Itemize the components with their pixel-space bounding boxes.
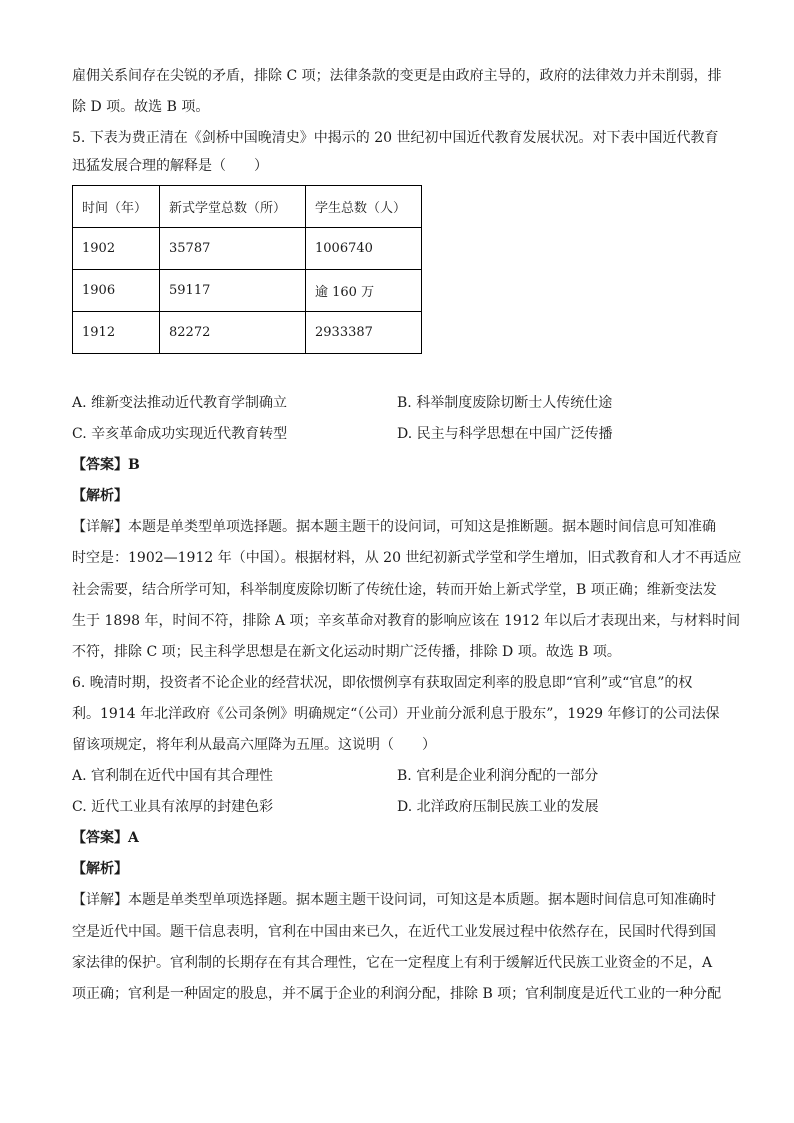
q5-option-c: C. 辛亥革命成功实现近代教育转型 bbox=[72, 426, 288, 442]
table-row bbox=[73, 312, 422, 354]
q5-detail-line: 时空是：1902—1912 年（中国）。根据材料，从 20 世纪初新式学堂和学生增加，旧式教育和人才不再适应 bbox=[72, 550, 742, 566]
q5-analysis-label: 【解析】 bbox=[72, 488, 128, 504]
q6-detail-line: 项正确；官利是一种固定的股息，并不属于企业的利润分配，排除 B 项；官利制度是近代工业的一种分配 bbox=[72, 986, 722, 1002]
q6-analysis-label: 【解析】 bbox=[72, 861, 128, 877]
q6-option-a: A. 官利制在近代中国有其合理性 bbox=[72, 768, 274, 784]
table-row bbox=[73, 228, 422, 270]
q6-detail-line: 【详解】本题是单类型单项选择题。据本题主题干设问词，可知这是本质题。据本题时间信息可知准确时 bbox=[72, 892, 716, 908]
table-cell: 59117 bbox=[160, 270, 306, 312]
table-row bbox=[73, 270, 422, 312]
q5-option-a: A. 维新变法推动近代教育学制确立 bbox=[72, 395, 288, 411]
q6-stem-line-2: 利。1914 年北洋政府《公司条例》明确规定“（公司）开业前分派利息于股东”，1929 年修订的公司法保 bbox=[72, 706, 720, 722]
q5-option-b: B. 科举制度废除切断士人传统仕途 bbox=[397, 395, 613, 411]
table-cell: 1912 bbox=[73, 312, 160, 354]
table-header-cell: 新式学堂总数（所） bbox=[160, 186, 306, 228]
q6-detail-line: 家法律的保护。官利制的长期存在有其合理性，它在一定程度上有利于缓解近代民族工业资金的不足，A bbox=[72, 955, 713, 971]
table-cell: 35787 bbox=[160, 228, 306, 270]
table-cell: 2933387 bbox=[306, 312, 422, 354]
intro-line-1: 雇佣关系间存在尖锐的矛盾，排除 C 项；法律条款的变更是由政府主导的，政府的法律效力并未削弱，排 bbox=[72, 68, 722, 84]
q5-detail-line: 社会需要，结合所学可知，科举制度废除切断了传统仕途，转而开始上新式学堂，B 项正确；维新变法发 bbox=[72, 582, 717, 598]
q5-option-d: D. 民主与科学思想在中国广泛传播 bbox=[397, 426, 613, 442]
table-header-row bbox=[73, 186, 422, 228]
table-cell: 1906 bbox=[73, 270, 160, 312]
q5-answer: 【答案】B bbox=[72, 457, 140, 473]
table-cell: 1006740 bbox=[306, 228, 422, 270]
table-header-cell: 学生总数（人） bbox=[306, 186, 422, 228]
education-table bbox=[72, 185, 422, 354]
q6-option-d: D. 北洋政府压制民族工业的发展 bbox=[397, 799, 599, 815]
q6-option-b: B. 官利是企业利润分配的一部分 bbox=[397, 768, 599, 784]
q6-option-c: C. 近代工业具有浓厚的封建色彩 bbox=[72, 799, 274, 815]
intro-line-2: 除 D 项。故选 B 项。 bbox=[72, 99, 210, 115]
table-cell: 1902 bbox=[73, 228, 160, 270]
q6-detail-line: 空是近代中国。题干信息表明，官利在中国由来已久，在近代工业发展过程中依然存在，民国时代得到国 bbox=[72, 924, 716, 940]
q5-detail-line: 【详解】本题是单类型单项选择题。据本题主题干的设问词，可知这是推断题。据本题时间信息可知准确 bbox=[72, 519, 716, 535]
table-header-cell: 时间（年） bbox=[73, 186, 160, 228]
q6-answer: 【答案】A bbox=[72, 830, 139, 846]
q5-detail-line: 不符，排除 C 项；民主科学思想是在新文化运动时期广泛传播，排除 D 项。故选 B 项。 bbox=[72, 644, 621, 660]
q5-detail-line: 生于 1898 年，时间不符，排除 A 项；辛亥革命对教育的影响应该在 1912 年以后才表现出来，与材料时间 bbox=[72, 613, 741, 629]
q6-stem-line-3: 留该项规定，将年利从最高六厘降为五厘。这说明（ ） bbox=[72, 737, 436, 753]
q5-stem-line-1: 5. 下表为费正清在《剑桥中国晚清史》中揭示的 20 世纪初中国近代教育发展状况。对下表中国近代教育 bbox=[72, 130, 719, 146]
table-cell: 逾 160 万 bbox=[306, 270, 422, 312]
q5-stem-line-2: 迅猛发展合理的解释是（ ） bbox=[72, 158, 268, 174]
q6-stem-line-1: 6. 晚清时期，投资者不论企业的经营状况，即依惯例享有获取固定利率的股息即“官利”或“官息”的权 bbox=[72, 675, 693, 691]
table-cell: 82272 bbox=[160, 312, 306, 354]
